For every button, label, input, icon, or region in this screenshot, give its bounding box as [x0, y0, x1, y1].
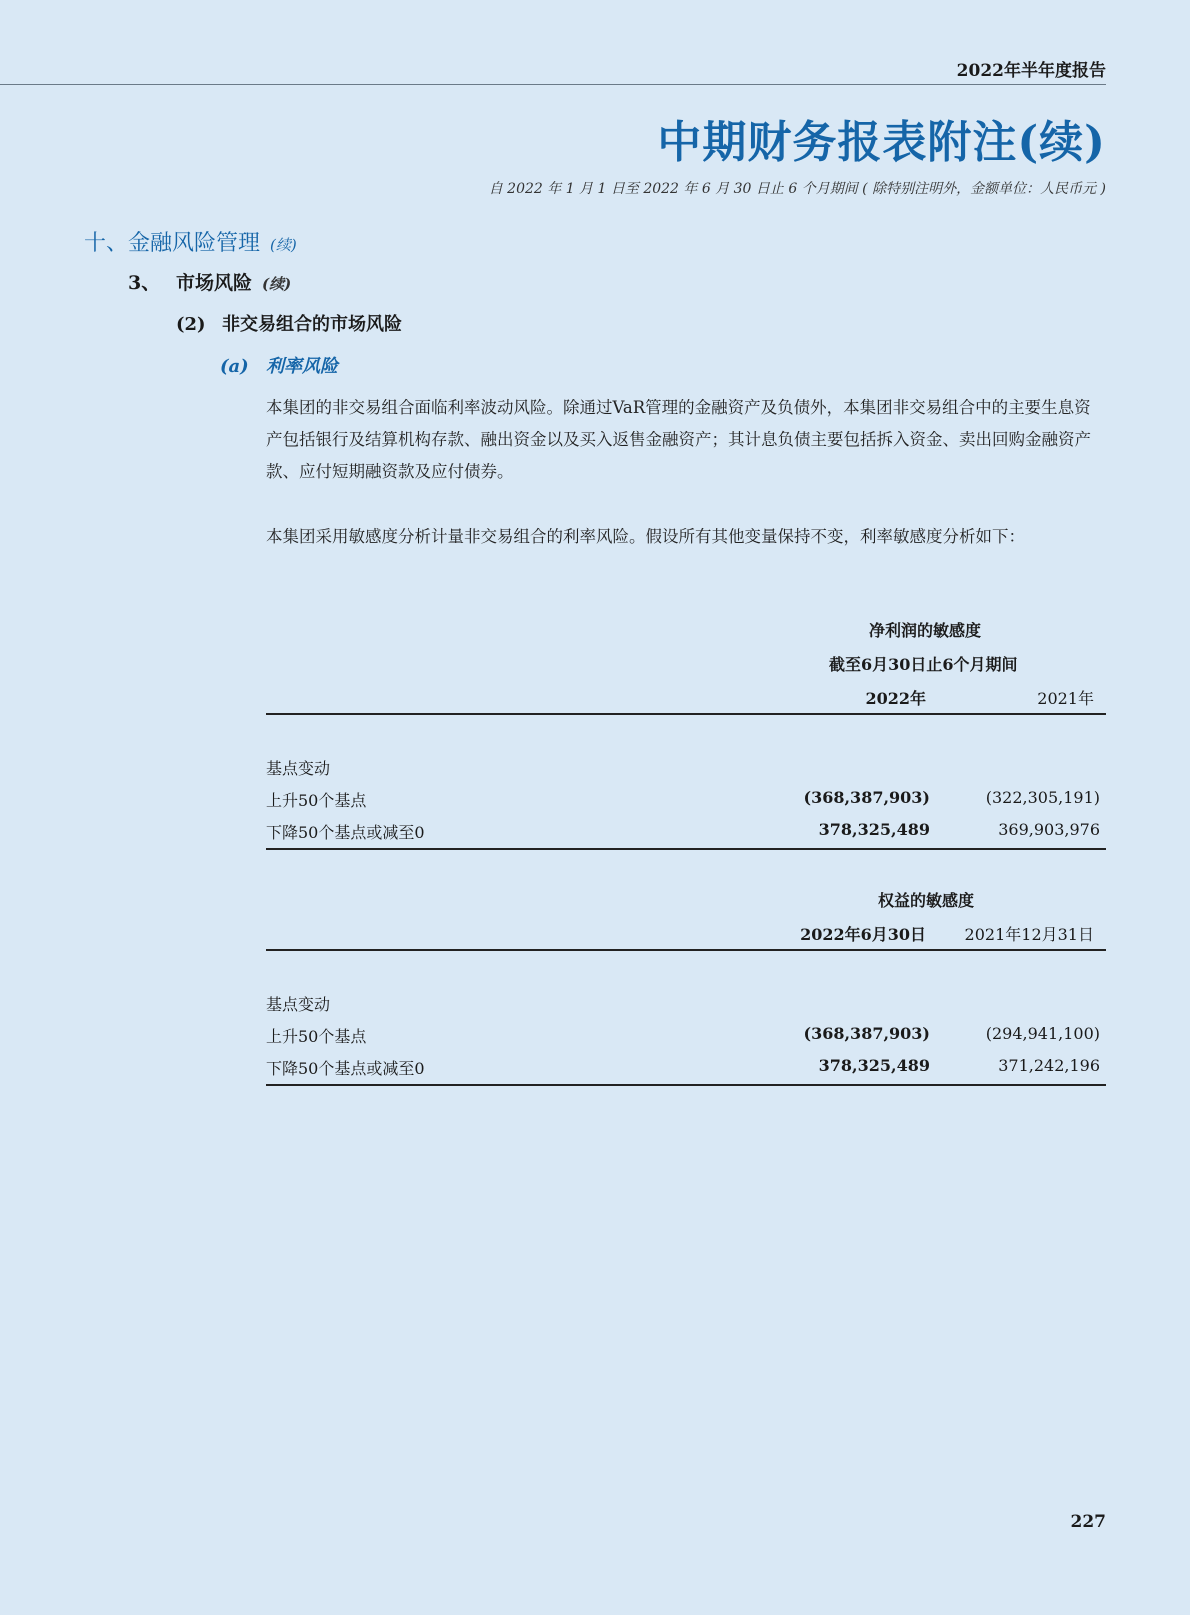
page-title: 中期财务报表附注(续) — [657, 117, 1106, 168]
row-label: 上升50个基点 — [266, 1027, 367, 1046]
section-label: 利率风险 — [266, 356, 338, 377]
section-label: 市场风险 — [176, 272, 253, 294]
table-heading: 权益的敏感度 — [878, 891, 975, 910]
table-header-rule — [266, 949, 1106, 951]
value-2022-06-30: 378,325,489 — [818, 1056, 930, 1075]
section-heading-level2 — [128, 268, 291, 295]
continued-marker: (续) — [262, 275, 292, 293]
equity-sensitivity-table — [266, 888, 1106, 1098]
section-number: (2) — [176, 314, 206, 335]
table-row — [266, 788, 1106, 818]
row-label: 下降50个基点或减至0 — [266, 823, 425, 842]
row-label: 上升50个基点 — [266, 791, 367, 810]
paragraph-sensitivity: 本集团采用敏感度分析计量非交易组合的利率风险。假设所有其他变量保持不变，利率敏感度分析如下： — [266, 527, 1025, 546]
net-profit-sensitivity-table — [266, 618, 1106, 858]
header-divider — [0, 84, 1106, 85]
table-row — [266, 1056, 1106, 1086]
section-number: 3、 — [128, 272, 161, 294]
page-number: 227 — [1070, 1512, 1106, 1532]
section-number: (a) — [220, 356, 249, 377]
column-header-2021: 2021年 — [1037, 689, 1094, 708]
section-label: 十、金融风险管理 — [84, 231, 261, 256]
row-label: 下降50个基点或减至0 — [266, 1059, 425, 1078]
value-2022: 378,325,489 — [818, 820, 930, 839]
value-2022: (368,387,903) — [803, 788, 930, 807]
column-header-2022-06-30: 2022年6月30日 — [800, 925, 926, 944]
value-2021: (322,305,191) — [985, 788, 1100, 807]
continued-marker: (续) — [270, 236, 297, 254]
section-heading-level3 — [176, 310, 402, 336]
column-header-2021-12-31: 2021年12月31日 — [964, 925, 1094, 944]
paragraph-interest-risk: 本集团的非交易组合面临利率波动风险。除通过VaR管理的金融资产及负债外，本集团非交易组合中的主要生息资产包括银行及结算机构存款、融出资金以及买入返售金融资产；其计息负债主要包括拆入资金、卖出回购金融资产款、应付短期融资款及应付债券。 — [266, 398, 1091, 481]
table-row — [266, 820, 1106, 850]
column-header-2022: 2022年 — [865, 689, 926, 708]
table-header-rule — [266, 713, 1106, 715]
table-period: 截至6月30日止6个月期间 — [829, 655, 1018, 674]
table-bottom-rule — [266, 1084, 1106, 1086]
value-2021-12-31: 371,242,196 — [998, 1056, 1100, 1075]
value-2021: 369,903,976 — [998, 820, 1100, 839]
table-row — [266, 756, 1106, 786]
row-label: 基点变动 — [266, 759, 331, 778]
table-row — [266, 992, 1106, 1022]
table-bottom-rule — [266, 848, 1106, 850]
table-row — [266, 1024, 1106, 1054]
period-subtitle: 自 2022 年 1 月 1 日至 2022 年 6 月 30 日止 6 个月期间 ( 除特别注明外，金额单位：人民币元 ) — [488, 181, 1106, 197]
table-heading: 净利润的敏感度 — [869, 621, 982, 640]
value-2022-06-30: (368,387,903) — [803, 1024, 930, 1043]
section-label: 非交易组合的市场风险 — [222, 314, 402, 335]
row-label: 基点变动 — [266, 995, 331, 1014]
report-title: 2022年半年度报告 — [956, 61, 1106, 81]
section-heading-level4 — [220, 352, 338, 378]
value-2021-12-31: (294,941,100) — [985, 1024, 1100, 1043]
section-heading-level1 — [84, 226, 297, 257]
